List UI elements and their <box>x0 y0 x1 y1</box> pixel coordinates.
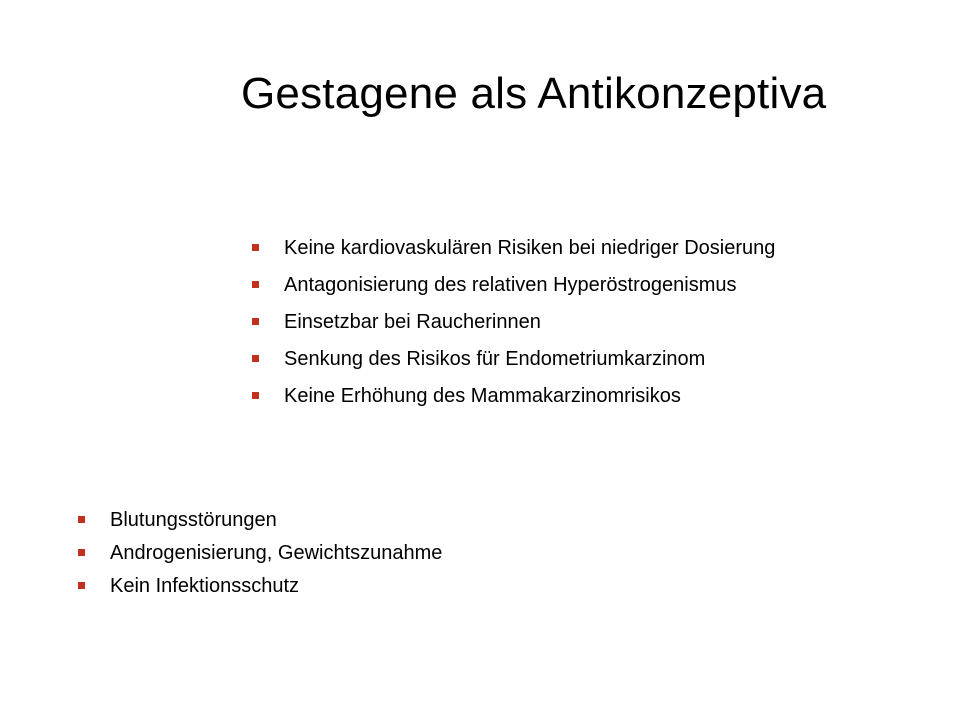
list-item-text: Einsetzbar bei Raucherinnen <box>284 311 541 333</box>
list-item <box>284 384 924 408</box>
list-item <box>110 508 750 532</box>
list-item-text: Kein Infektionsschutz <box>110 575 299 597</box>
square-bullet-icon <box>252 244 259 251</box>
list-item-text: Blutungsstörungen <box>110 509 277 531</box>
list-item <box>284 273 924 297</box>
list-item-text: Antagonisierung des relativen Hyperöstrogenismus <box>284 274 737 296</box>
list-item <box>110 574 750 598</box>
drawbacks-list <box>110 508 750 607</box>
square-bullet-icon <box>78 516 85 523</box>
square-bullet-icon <box>252 355 259 362</box>
list-item-text: Androgenisierung, Gewichtszunahme <box>110 542 443 564</box>
list-item <box>284 310 924 334</box>
list-item-text: Senkung des Risikos für Endometriumkarzinom <box>284 348 706 370</box>
list-item <box>284 347 924 371</box>
square-bullet-icon <box>252 281 259 288</box>
square-bullet-icon <box>78 582 85 589</box>
benefits-list <box>284 236 924 421</box>
list-item-text: Keine Erhöhung des Mammakarzinomrisikos <box>284 385 681 407</box>
square-bullet-icon <box>78 549 85 556</box>
square-bullet-icon <box>252 318 259 325</box>
square-bullet-icon <box>252 392 259 399</box>
list-item <box>110 541 750 565</box>
slide-title: Gestagene als Antikonzeptiva <box>241 69 827 118</box>
list-item-text: Keine kardiovaskulären Risiken bei niedriger Dosierung <box>284 237 776 259</box>
list-item <box>284 236 924 260</box>
